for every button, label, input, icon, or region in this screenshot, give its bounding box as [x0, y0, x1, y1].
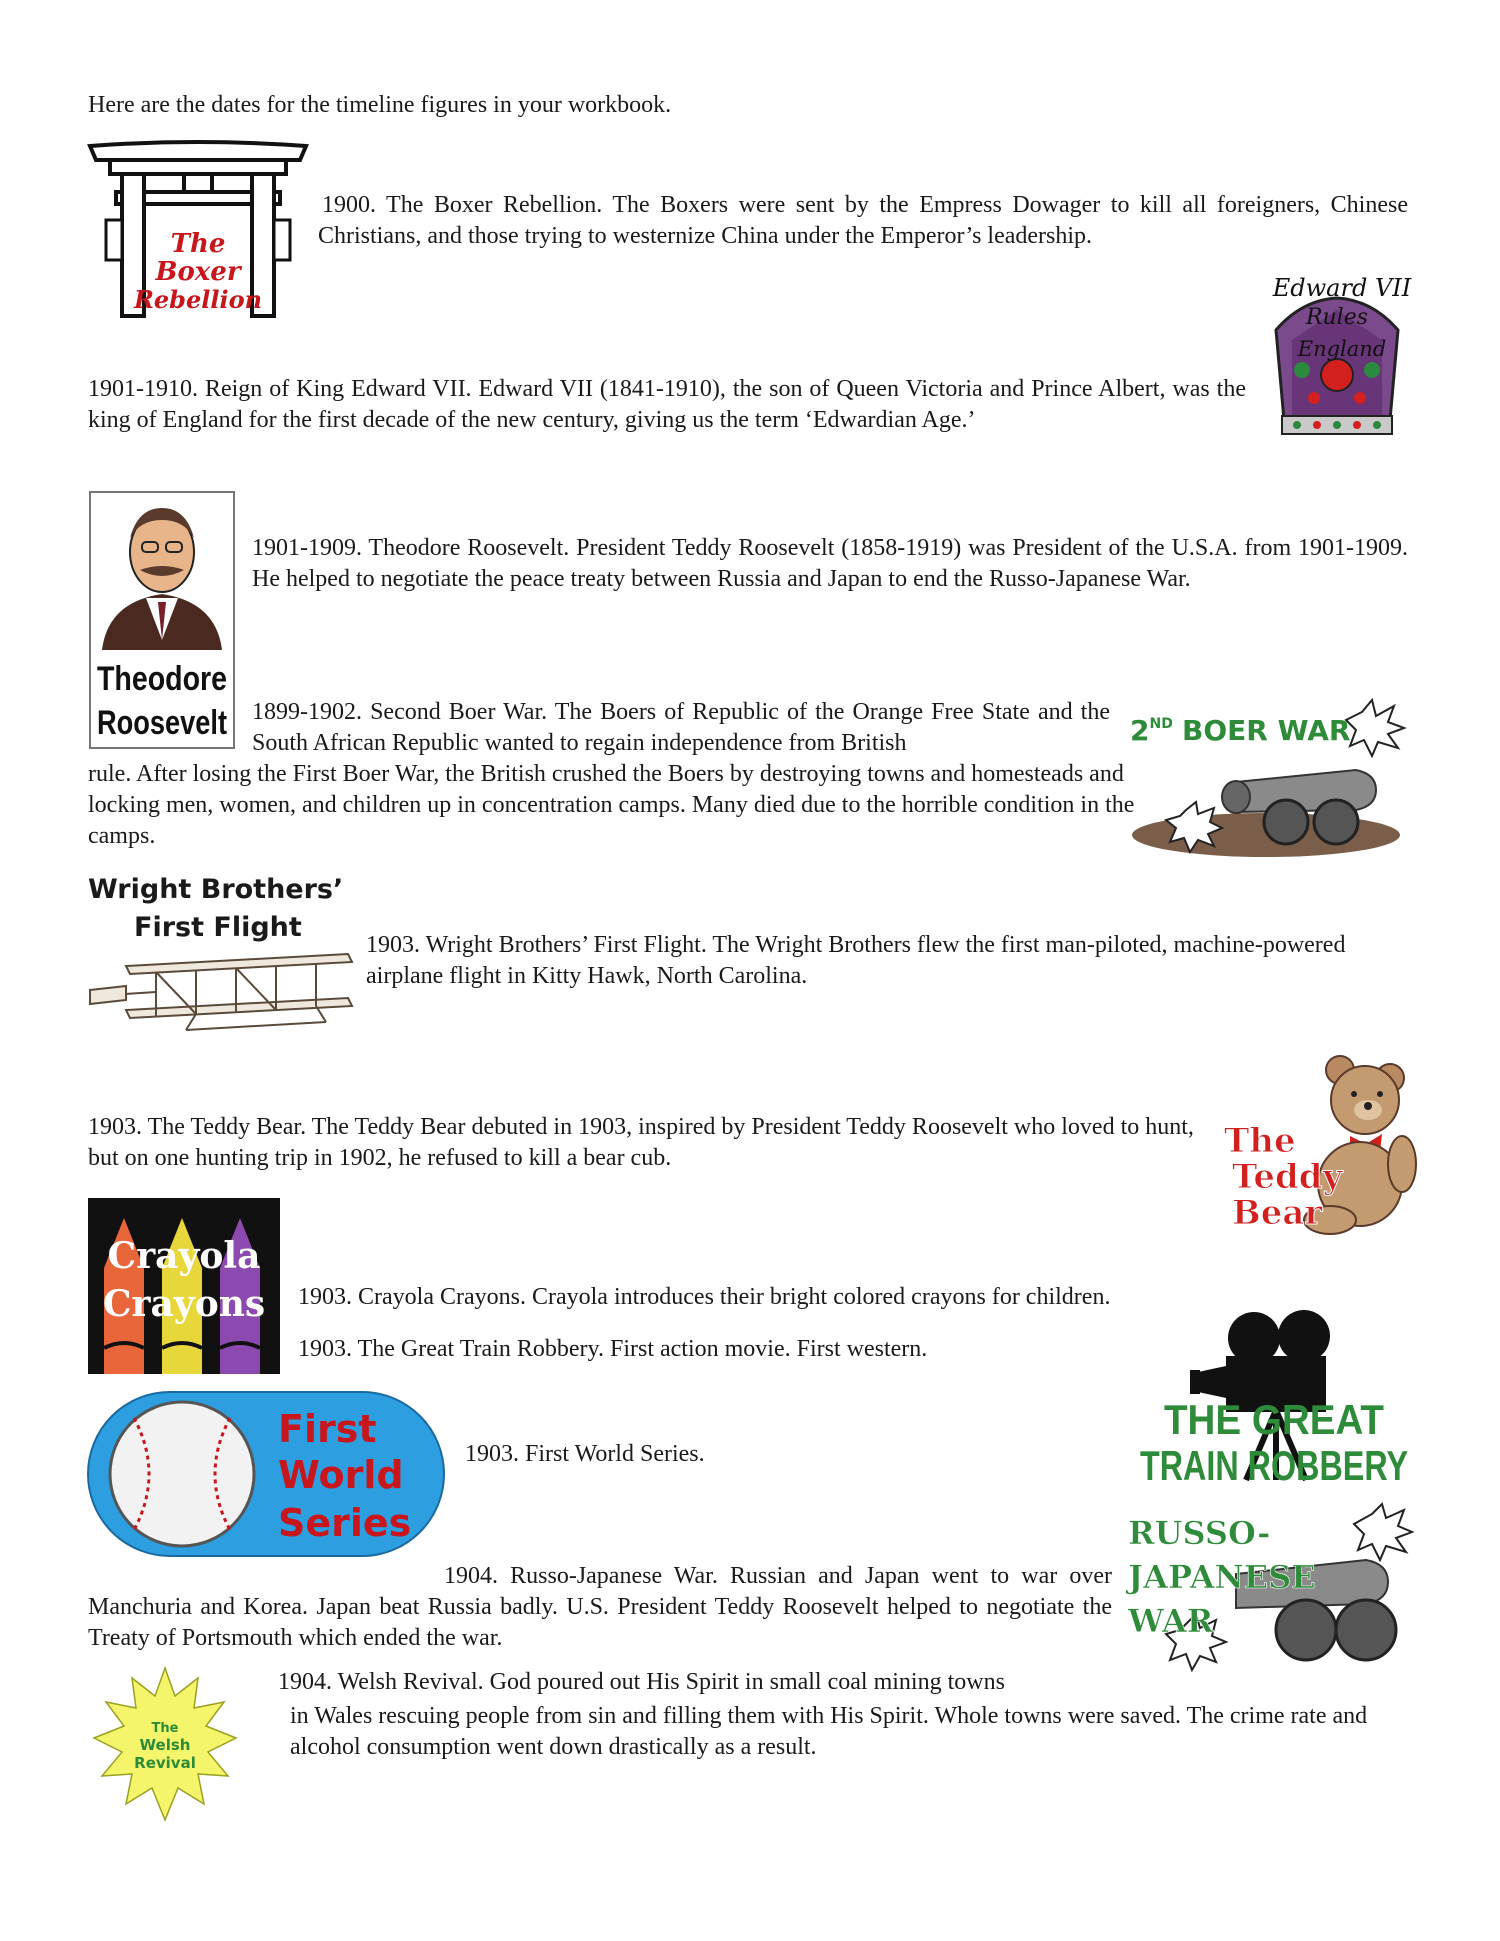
welsh-text-part1: 1904. Welsh Revival. God poured out His Spirit in small coal mining towns — [278, 1669, 1005, 1695]
boer-war-figure — [1126, 700, 1406, 860]
roosevelt-name-line1: Theodore — [97, 660, 227, 698]
edward-crown-figure — [1262, 270, 1412, 446]
crayola-title-line1: Crayola — [107, 1235, 261, 1277]
crayola-figure — [88, 1198, 280, 1374]
wright-brothers-figure — [86, 870, 366, 1054]
welsh-title-line2: Welsh — [139, 1736, 191, 1754]
crayola-title-line2: Crayons — [102, 1283, 266, 1325]
edward-title-line2: Rules — [1305, 305, 1369, 330]
boxer-text: 1900. The Boxer Rebellion. The Boxers were sent by the Empress Dowager to kill all foreigners, Chinese Christians, and those trying to westernize China under the Emperor’s leadership. — [318, 192, 1408, 249]
boer-text-part1: 1899-1902. Second Boer War. The Boers of Republic of the Orange Free State and the South African Republic wanted to regain independence from British — [252, 699, 1110, 756]
train-title-line1: THE GREAT — [1164, 1396, 1385, 1443]
crayola-text: 1903. Crayola Crayons. Crayola introduces their bright colored crayons for children. — [298, 1284, 1111, 1310]
roosevelt-text: 1901-1909. Theodore Roosevelt. President Teddy Roosevelt (1858-1919) was President of the U.S.A. from 1901-1909. He helped to negotiate the peace treaty between Russia and Japan to end the Russo-Japanese War. — [252, 535, 1408, 592]
boer-title: BOER WAR — [1182, 714, 1351, 747]
russo-title-line1: RUSSO- — [1128, 1514, 1271, 1552]
roosevelt-name-line2: Roosevelt — [97, 704, 227, 742]
russo-title-line2: JAPANESE — [1128, 1558, 1316, 1596]
great-train-robbery-figure — [1136, 1310, 1412, 1489]
edward-text: 1901-1910. Reign of King Edward VII. Edward VII (1841-1910), the son of Queen Victoria and Prince Albert, was the king of England for the first decade of the new century, giving us the term ‘Edwardian Age.’ — [88, 376, 1246, 433]
intro-text: Here are the dates for the timeline figures in your workbook. — [88, 92, 672, 118]
series-title-line1: First — [278, 1407, 377, 1451]
train-title-line2: TRAIN ROBBERY — [1140, 1442, 1408, 1489]
russo-title-line3: WAR — [1128, 1602, 1214, 1640]
teddy-title-line1: The — [1224, 1121, 1296, 1161]
roosevelt-portrait-figure — [88, 490, 236, 750]
svg-text:2ND — [1130, 714, 1173, 747]
boer-ordinal: 2 — [1130, 714, 1150, 747]
series-title-line2: World — [278, 1453, 404, 1497]
series-text: 1903. First World Series. — [465, 1441, 705, 1467]
teddy-title-line2: Teddy — [1232, 1157, 1343, 1197]
world-series-figure — [86, 1390, 448, 1560]
boer-ordinal-suffix: ND — [1149, 716, 1173, 732]
teddy-bear-figure — [1220, 1052, 1416, 1236]
boxer-title-line2: Boxer — [155, 257, 241, 287]
wright-title-line1: Wright Brothers’ — [88, 874, 344, 905]
welsh-revival-figure — [90, 1666, 240, 1826]
welsh-text-part2: in Wales rescuing people from sin and filling them with His Spirit. Whole towns were saved. The crime rate and alcohol consumption went down drastically as a result. — [290, 1703, 1368, 1760]
teddy-title-line3: Bear — [1232, 1193, 1323, 1233]
teddy-text: 1903. The Teddy Bear. The Teddy Bear debuted in 1903, inspired by President Teddy Roosevelt who loved to hunt, but on one hunting trip in 1902, he refused to kill a bear cub. — [88, 1114, 1194, 1171]
boxer-title-line3: Rebellion — [133, 285, 263, 314]
boxer-title-line1: The — [170, 229, 226, 259]
welsh-title-line1: The — [151, 1721, 179, 1736]
wright-text: 1903. Wright Brothers’ First Flight. The Wright Brothers flew the first man-piloted, machine-powered airplane flight in Kitty Hawk, North Carolina. — [366, 932, 1346, 989]
edward-title-line1: Edward VII — [1272, 274, 1412, 302]
boer-text-part2: rule. After losing the First Boer War, the British crushed the Boers by destroying towns and homesteads and locking men, women, and children up in concentration camps. Many died due to the horrible condition in the camps. — [88, 761, 1135, 849]
series-title-line3: Series — [278, 1501, 412, 1545]
boxer-rebellion-figure — [86, 140, 310, 318]
wright-title-line2: First Flight — [134, 912, 302, 943]
welsh-title-line3: Revival — [134, 1754, 196, 1772]
train-text: 1903. The Great Train Robbery. First action movie. First western. — [298, 1336, 928, 1362]
edward-title-line3: England — [1297, 337, 1387, 361]
russo-japanese-war-figure — [1126, 1504, 1412, 1684]
russo-text: 1904. Russo-Japanese War. Russian and Japan went to war over Manchuria and Korea. Japan beat Russia badly. U.S. President Teddy Roosevelt helped to negotiate the Treaty of Portsmouth which ended the war. — [88, 1563, 1112, 1651]
